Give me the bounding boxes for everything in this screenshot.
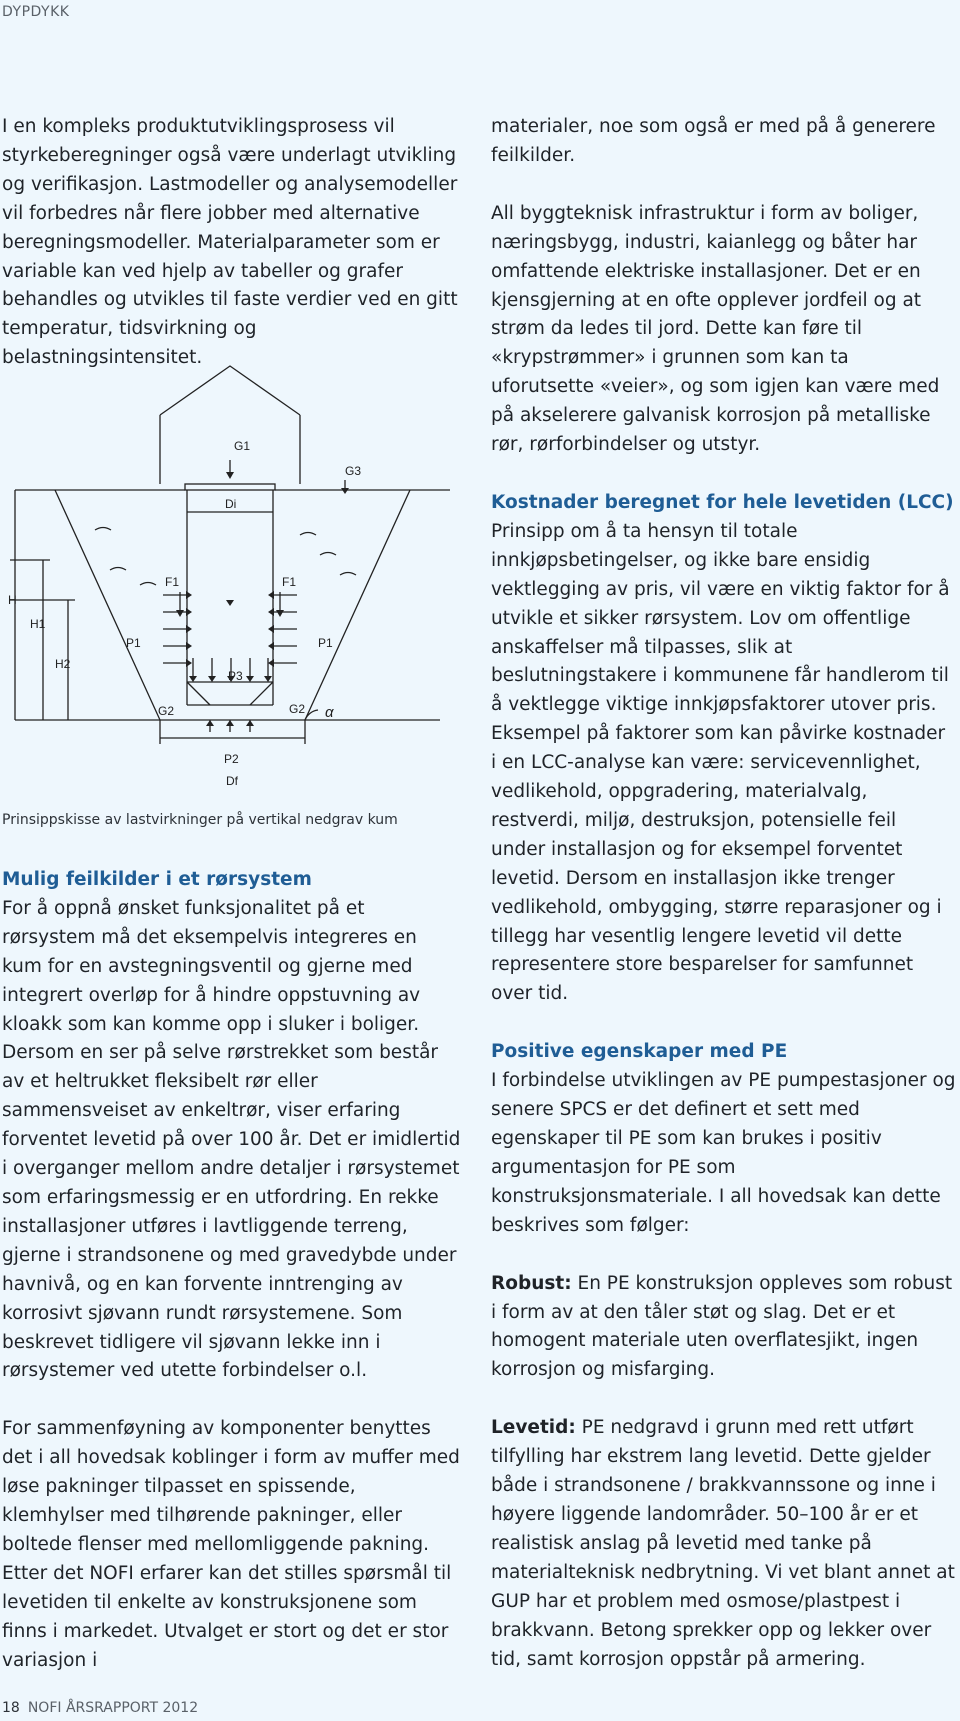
label-f1-left: F1: [165, 575, 180, 589]
levetid-label: Levetid:: [491, 1417, 576, 1439]
paragraph-materialer: materialer, noe som også er med på å generere feilkilder.: [491, 116, 936, 166]
label-p1-left: P1: [126, 636, 141, 650]
label-h: H: [8, 593, 17, 607]
label-di: Di: [225, 497, 237, 511]
label-g2-left: G2: [158, 704, 175, 718]
label-p2: P2: [224, 752, 239, 766]
label-alpha: α: [325, 704, 334, 721]
publication-name: NOFI ÅRSRAPPORT 2012: [27, 1700, 199, 1716]
paragraph-levetid: [491, 1414, 956, 1674]
right-column: [491, 113, 956, 1674]
paragraph-sammenfoyning: For sammenføyning av komponenter benyttes det i all hovedsak koblinger i form av muffer med løse pakninger tilpasset en spissende, klemhylser med tilhørende pakninger, eller boltede flenser med mellomliggende pakning. Etter det NOFI erfarer kan det stilles spørsmål til levetiden til enkelte av konstruksjonene som finns i markedet. Utvalget er stort og det er stor variasjon i: [2, 1418, 460, 1671]
load-diagram: [0, 360, 460, 800]
footer: [2, 1700, 198, 1716]
paragraph-lcc: Prinsipp om å ta hensyn til totale innkjøpsbetingelser, og ikke bare ensidig vektlegging av pris, vil være en viktig faktor for å utvikle et sikker rørsystem. Lov om offentlige anskaffelser må tilpasses, slik at beslutningstakere i kommunene får handlerom til å vektlegge viktige innkjøpsfaktorer utover pris. Eksempel på faktorer som kan påvirke kostnader i en LCC-analyse kan være: servicevennlighet, vedlikehold, oppgradering, materialvalg, restverdi, miljø, destruksjon, potensielle feil under installasjon og for eksempel forventet levetid. Dersom en installasjon ikke trenger vedlikehold, ombygging, større reparasjoner og i tillegg har vesentlig lengere levetid vil dette representere store besparelser for samfunnet over tid.: [491, 520, 950, 1005]
left-column: [2, 113, 462, 373]
paragraph-feilkilder: For å oppnå ønsket funksjonalitet på et rørsystem må det eksempelvis integreres en kum for en avstegningsventil og gjerne med integrert overløp for å hindre oppstuvning av kloakk som kan komme opp i sluker i boliger. Dersom en ser på selve rørstrekket som består av et heltrukket fleksibelt rør eller sammensveiset av enkeltrør, viser erfaring forventet levetid på over 100 år. Det er imidlertid i overganger mellom andre detaljer i rørsystemet som erfaringsmessig er en utfordring. En rekke installasjoner utføres i lavtliggende terreng, gjerne i strandsonene og med gravedybde under havnivå, og en kan forvente inntrenging av korrosivt sjøvann rundt rørsystemene. Som beskrevet tidligere vil sjøvann lekke inn i rørsystemer ved utette forbindelser o.l.: [2, 897, 461, 1382]
heading-feilkilder: Mulig feilkilder i et rørsystem: [2, 869, 312, 890]
intro-paragraph: I en kompleks produktutviklingsprosess vil styrkeberegninger også være underlagt utvikling og verifikasjon. Lastmodeller og analysemodeller vil forbedres når flere jobber med alternative beregningsmodeller. Materialparameter som er variable kan ved hjelp av tabeller og grafer behandles og utvikles til faste verdier ved en gitt temperatur, tidsvirkning og belastningsintensitet.: [2, 116, 458, 369]
label-df: Df: [226, 774, 238, 788]
label-h1: H1: [30, 617, 46, 631]
section-tag: DYPDYKK: [2, 4, 70, 20]
robust-text: En PE konstruksjon oppleves som robust i form av at den tåler støt og slag. Det er et homogent materiale uten overflatesjikt, ingen korrosjon og misfarging.: [491, 1272, 953, 1381]
left-column-lower: [2, 866, 462, 1675]
paragraph-pe: I forbindelse utviklingen av PE pumpestasjoner og senere SPCS er det definert et sett med egenskaper til PE som kan brukes i positiv argumentasjon for PE som konstruksjonsmateriale. I all hovedsak kan dette beskrives som følger:: [491, 1070, 956, 1236]
label-g3: G3: [345, 464, 362, 478]
label-f1-right: F1: [282, 575, 297, 589]
levetid-text: PE nedgravd i grunn med rett utført tilfylling har ekstrem lang levetid. Dette gjelder både i strandsonene / brakkvannssone og inne i høyere liggende landområder. 50–100 år er et realistisk anslag på levetid med tanke på materialteknisk nedbrytning. Vi vet blant annet at GUP har et problem med osmose/plastpest i brakkvann. Betong sprekker opp og lekker over tid, samt korrosjon oppstår på armering.: [491, 1417, 955, 1670]
label-h2: H2: [55, 657, 71, 671]
diagram-caption: Prinsippskisse av lastvirkninger på vertikal nedgrav kum: [2, 812, 398, 828]
label-g1: G1: [234, 439, 251, 453]
page-number: 18: [2, 1700, 20, 1716]
label-p3: P3: [228, 669, 243, 683]
label-g2-right: G2: [289, 702, 306, 716]
paragraph-elektriske: All byggteknisk infrastruktur i form av boliger, næringsbygg, industri, kaianlegg og båter har omfattende elektriske installasjoner. Det er en kjensgjerning at en ofte opplever jordfeil og at strøm da ledes til jord. Dette kan føre til «krypstrømmer» i grunnen som kan ta uforutsette «veier», og som igjen kan være med på akselerere galvanisk korrosjon på metalliske rør, rørforbindelser og utstyr.: [491, 202, 940, 456]
paragraph-robust: [491, 1270, 956, 1386]
heading-pe: Positive egenskaper med PE: [491, 1041, 788, 1063]
label-p1-right: P1: [318, 636, 333, 650]
robust-label: Robust:: [491, 1272, 572, 1294]
heading-lcc: Kostnader beregnet for hele levetiden (LCC): [491, 491, 954, 513]
